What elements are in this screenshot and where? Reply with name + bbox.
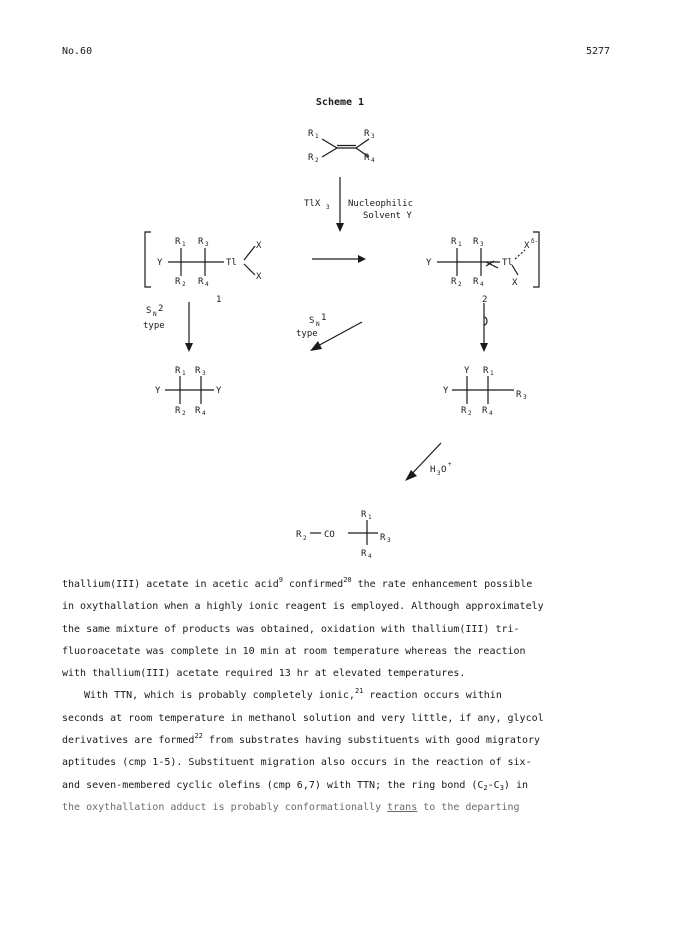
product2-r3-sub: 3 bbox=[523, 394, 527, 401]
adduct1-r3: R bbox=[198, 237, 204, 247]
adduct2-r4: R bbox=[473, 277, 479, 287]
adduct1-r3-sub: 3 bbox=[205, 241, 209, 248]
text-line: the oxythallation adduct is probably conformationally trans to the departing bbox=[62, 801, 520, 813]
compound-number-2: 2 bbox=[482, 295, 488, 305]
adduct2-r2: R bbox=[451, 277, 457, 287]
product2-r2-sub: 2 bbox=[468, 410, 472, 417]
adduct1-r2: R bbox=[175, 277, 181, 287]
adduct2-tl: Tl bbox=[502, 258, 513, 268]
solvent-line-2: Solvent Y bbox=[363, 211, 412, 221]
h3o-h: H bbox=[430, 465, 436, 475]
product1-r2: R bbox=[175, 406, 181, 416]
text-line: seconds at room temperature in methanol solution and very little, if any, glycol bbox=[62, 712, 544, 724]
adduct1-r2-sub: 2 bbox=[182, 281, 186, 288]
text-line: and seven-membered cyclic olefins (cmp 6,7) with TTN; the ring bond $(C_2-C_3)$ in bbox=[62, 779, 529, 792]
adduct1-x-top: X bbox=[256, 241, 262, 251]
ketone-r1-sub: 1 bbox=[368, 514, 372, 521]
ketone-r3: R bbox=[380, 533, 386, 543]
body-text bbox=[62, 574, 622, 819]
product2-r2: R bbox=[461, 406, 467, 416]
adduct2-r3-sub: 3 bbox=[480, 241, 484, 248]
adduct1-y: Y bbox=[157, 258, 163, 268]
text-line: fluoroacetate was complete in 10 min at room temperature whereas the reaction bbox=[62, 645, 526, 657]
adduct1-r1-sub: 1 bbox=[182, 241, 186, 248]
olefin-r1: R bbox=[308, 129, 314, 139]
footnote-ref: 21 bbox=[354, 687, 364, 696]
sn2-num: 2 bbox=[158, 304, 164, 314]
ketone-r2-sub: 2 bbox=[303, 535, 307, 542]
product2-r1-sub: 1 bbox=[490, 370, 494, 377]
olefin-r2: R bbox=[308, 153, 314, 163]
text-line: in oxythallation when a highly ionic reagent is employed. Although approximately bbox=[62, 601, 544, 613]
product2-y-left: Y bbox=[443, 386, 449, 396]
olefin-r4: R bbox=[364, 153, 370, 163]
olefin-r4-sub: 4 bbox=[371, 157, 375, 164]
sn2-type: type bbox=[143, 321, 165, 331]
adduct2-y: Y bbox=[426, 258, 432, 268]
text-line: with thallium(III) acetate required 13 hr at elevated temperatures. bbox=[62, 668, 466, 680]
compound-number-1: 1 bbox=[216, 295, 222, 305]
product1-r1-sub: 1 bbox=[182, 370, 186, 377]
ketone-r2: R bbox=[296, 530, 302, 540]
adduct2-r1: R bbox=[451, 237, 457, 247]
olefin-r2-sub: 2 bbox=[315, 157, 319, 164]
adduct1-r4: R bbox=[198, 277, 204, 287]
sn1-n: N bbox=[316, 321, 320, 328]
footnote-ref: 9 bbox=[278, 576, 283, 584]
product1-r2-sub: 2 bbox=[182, 410, 186, 417]
text-line: the same mixture of products was obtained, oxidation with thallium(III) tri- bbox=[62, 623, 520, 635]
adduct2-r3: R bbox=[473, 237, 479, 247]
reagent-tlx: TlX bbox=[304, 199, 321, 209]
adduct2-x-bottom: X bbox=[512, 278, 518, 288]
h3o-plus: + bbox=[448, 461, 452, 468]
product2-y-top: Y bbox=[464, 366, 470, 376]
adduct1-r4-sub: 4 bbox=[205, 281, 209, 288]
olefin-r3-sub: 3 bbox=[371, 133, 375, 140]
product2-r4: R bbox=[482, 406, 488, 416]
ketone-r4-sub: 4 bbox=[368, 553, 372, 560]
ketone-r1: R bbox=[361, 510, 367, 520]
reagent-tlx-sub: 3 bbox=[326, 204, 330, 211]
sn2-n: N bbox=[153, 311, 157, 318]
ketone-co: CO bbox=[324, 530, 335, 540]
sn1-s: S bbox=[309, 316, 315, 326]
text-line: thallium(III) acetate in acetic acid$^9$ confirmed$^{20}$ the rate enhancement possible bbox=[62, 576, 533, 590]
solvent-line-1: Nucleophilic bbox=[348, 199, 414, 209]
adduct1-x-bottom: X bbox=[256, 272, 262, 282]
text-line: derivatives are formed$^{22}$ from substrates having substituents with good migratory bbox=[62, 732, 541, 747]
adduct1-tl: Tl bbox=[226, 258, 237, 268]
ketone-r3-sub: 3 bbox=[387, 537, 391, 544]
sn1-num: 1 bbox=[321, 313, 327, 323]
adduct2-r1-sub: 1 bbox=[458, 241, 462, 248]
journal-number: No.60 bbox=[62, 46, 93, 57]
h3o-sub: 3 bbox=[437, 470, 441, 477]
text-line: aptitudes (cmp 1-5). Substituent migration also occurs in the reaction of six- bbox=[62, 757, 532, 769]
product1-y-right: Y bbox=[216, 386, 222, 396]
scheme-title: Scheme 1 bbox=[315, 97, 365, 108]
olefin-r1-sub: 1 bbox=[315, 133, 319, 140]
product2-r3: R bbox=[516, 390, 522, 400]
product2-r1: R bbox=[483, 366, 489, 376]
product1-r4-sub: 4 bbox=[202, 410, 206, 417]
footnote-ref: 22 bbox=[194, 732, 203, 741]
footnote-ref: 20 bbox=[343, 576, 352, 584]
sn1-type: type bbox=[296, 329, 318, 339]
sn2-s: S bbox=[146, 306, 152, 316]
emphasis-trans: trans bbox=[387, 801, 418, 813]
adduct2-x-top: X bbox=[524, 241, 530, 251]
h3o-o: O bbox=[441, 465, 447, 475]
adduct2-r2-sub: 2 bbox=[458, 281, 462, 288]
text-line: With TTN, which is probably completely ionic,$^{21}$ reaction occurs within bbox=[84, 687, 502, 702]
adduct2-r4-sub: 4 bbox=[480, 281, 484, 288]
page-number: 5277 bbox=[586, 46, 611, 57]
product2-r4-sub: 4 bbox=[489, 410, 493, 417]
adduct1-r1: R bbox=[175, 237, 181, 247]
product1-r4: R bbox=[195, 406, 201, 416]
adduct2-delta: δ- bbox=[531, 238, 539, 245]
ketone-r4: R bbox=[361, 549, 367, 559]
olefin-r3: R bbox=[364, 129, 370, 139]
product1-y-left: Y bbox=[155, 386, 161, 396]
product1-r3: R bbox=[195, 366, 201, 376]
product1-r1: R bbox=[175, 366, 181, 376]
product1-r3-sub: 3 bbox=[202, 370, 206, 377]
